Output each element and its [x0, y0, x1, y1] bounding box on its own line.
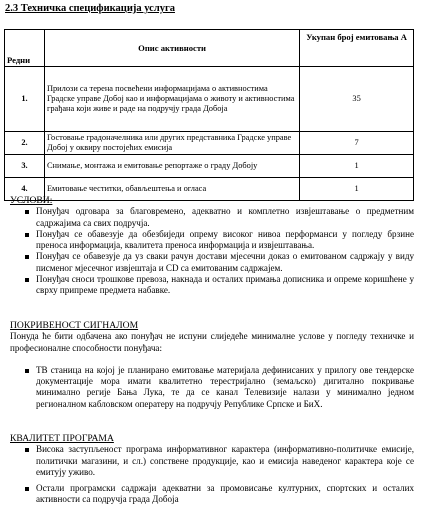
- list-item: Понуђач се обавезује да обезбиједи опрему високог нивоа перформанси у погледу брзине преноса информација, квалитета преноса информација и извјештавања.: [10, 229, 414, 252]
- specification-table: [4, 29, 414, 201]
- conditions-section: [10, 195, 414, 297]
- coverage-heading: ПОКРИВЕНОСТ СИГНАЛОМ: [10, 320, 139, 331]
- list-item: Остали програмски садржаји адекватни за промовисање културних, спортских и осталих активности са подручја града Добоја: [10, 483, 414, 506]
- row-description: Емитовање честитки, обављештења и огласа: [44, 178, 299, 201]
- section-title: 2.3 Техничка спецификација услуга: [5, 3, 175, 14]
- list-item: Понуђач сноси трошкове превоза, накнада и осталих примања дописника и опреме коришћене у сврху припреме предмета набавке.: [10, 274, 414, 297]
- row-quantity: 35: [300, 67, 414, 132]
- list-item: Понуђач се обавезује да уз сваки рачун достави мјесечни доказ о емитованом садржају у виду писменог мјесечног извјештаја и CD са емитованим садржајем.: [10, 251, 414, 274]
- table-row: [5, 132, 414, 155]
- row-description: Прилози са терена посвећени информацијама о активностима Градске управе Добој као и информацијама о животу и активностима грађана који живе и раде на подручју града Добоја: [44, 67, 299, 132]
- table-row: [5, 67, 414, 132]
- conditions-heading: УСЛОВИ:: [10, 195, 53, 206]
- coverage-list: [10, 365, 414, 410]
- coverage-section: [10, 320, 414, 410]
- header-quantity: Укупан број емитовања А: [300, 30, 414, 67]
- row-quantity: 1: [300, 178, 414, 201]
- table-header-row: [5, 30, 414, 67]
- row-number: 1.: [5, 67, 45, 132]
- list-item: ТВ станица на којој је планирано емитовање материјала дефинисаних у прилогу ове тендерске документације мора имати квалитетно терестријално (земаљско) дигитално покривање минимално регије Бања Лука, те да се канал Телевизије налази у минимално једном регионалном кабловском оператеру на подручју Републике Српске и БиХ.: [10, 365, 414, 410]
- row-number: 4.: [5, 178, 45, 201]
- row-quantity: 1: [300, 155, 414, 178]
- header-number: Редни: [5, 30, 45, 67]
- list-item: Висока заступљеност програма информативног карактера (информативно-политичке емисије, политички магазини, и сл.) сопствене продукције, као и емисија наведеног карактера које се емитују уживо.: [10, 444, 414, 478]
- coverage-intro: Понуда ће бити одбачена ако понуђач не испуни слиједеће минималне услове у погледу техничке и професионалне способности понуђача:: [10, 331, 414, 353]
- header-description: Опис активности: [44, 30, 299, 67]
- list-item: Понуђач одговара за благовремено, адекватно и комплетно извјештавање о предметним садржајима са свих подручја.: [10, 206, 414, 229]
- quality-list: [10, 444, 414, 505]
- row-number: 3.: [5, 155, 45, 178]
- table-row: [5, 155, 414, 178]
- quality-heading: КВАЛИТЕТ ПРОГРАМА: [10, 433, 114, 444]
- row-quantity: 7: [300, 132, 414, 155]
- row-description: Гостовање градоначелника или других представника Градске управе Добој у оквиру постојећих емисија: [44, 132, 299, 155]
- row-description: Снимање, монтажа и емитовање репортаже о граду Добоју: [44, 155, 299, 178]
- quality-section: [10, 433, 414, 506]
- row-number: 2.: [5, 132, 45, 155]
- conditions-list: [10, 206, 414, 296]
